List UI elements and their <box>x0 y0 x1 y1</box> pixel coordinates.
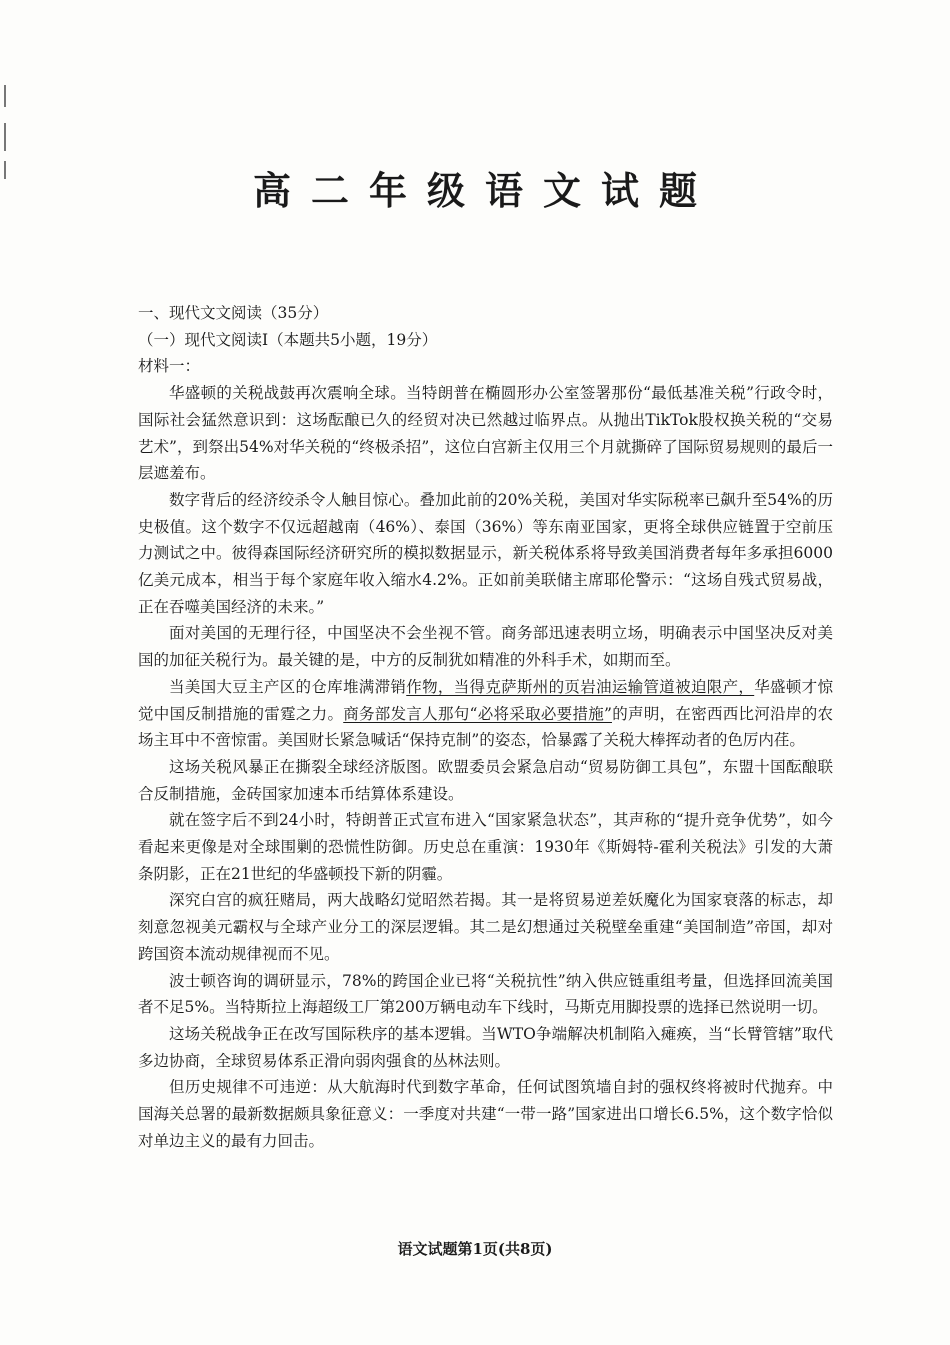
paragraph: 面对美国的无理行径，中国坚决不会坐视不管。商务部迅速表明立场，明确表示中国坚决反对美国的加征关税行为。最关键的是，中方的反制犹如精准的外科手术，如期而至。 <box>138 624 833 670</box>
underlined-text: 商务部发言人那句“必将采取必要措施” <box>343 704 612 723</box>
paragraph: 华盛顿的关税战鼓再次震响全球。当特朗普在椭圆形办公室签署那份“最低基准关税”行政令时，国际社会猛然意识到：这场酝酿已久的经贸对决已然越过临界点。从抛出TikTok股权换关税的“交易艺术”，到祭出54%对华关税的“终极杀招”，这位白宫新主仅用三个月就撕碎了国际贸易规则的最后一层遮羞布。 <box>138 384 833 483</box>
paragraph: 这场关税风暴正在撕裂全球经济版图。欧盟委员会紧急启动“贸易防御工具包”，东盟十国酝酿联合反制措施，金砖国家加速本币结算体系建设。 <box>138 757 833 803</box>
text-span: 华盛顿才惊觉中国反制措施的雷霆之力。 <box>138 677 833 723</box>
material-label: 材料一： <box>138 357 201 376</box>
paragraph-with-underlines <box>138 674 833 754</box>
page-title: 高二年级语文试题 <box>252 168 717 213</box>
paragraph: 但历史规律不可违逆：从大航海时代到数字革命，任何试图筑墙自封的强权终将被时代抛弃。中国海关总署的最新数据颇具象征意义：一季度对共建“一带一路”国家进出口增长6.5%，这个数字恰似对单边主义的最有力回击。 <box>138 1078 833 1150</box>
reading-content <box>138 300 833 1155</box>
paragraph: 深究白宫的疯狂赌局，两大战略幻觉昭然若揭。其一是将贸易逆差妖魔化为国家衰落的标志，却刻意忽视美元霸权与全球产业分工的深层逻辑。其二是幻想通过关税壁垒重建“美国制造”帝国，却对跨国资本流动规律视而不见。 <box>138 891 833 963</box>
subsection-heading: （一）现代文阅读Ⅰ（本题共5小题，19分） <box>138 330 438 349</box>
paragraph: 波士顿咨询的调研显示，78%的跨国企业已将“关税抗性”纳入供应链重组考量，但选择回流美国者不足5%。当特斯拉上海超级工厂第200万辆电动车下线时，马斯克用脚投票的选择已然说明一切。 <box>138 971 833 1017</box>
section-heading: 一、现代文文阅读（35分） <box>138 304 329 322</box>
paragraph: 这场关税战争正在改写国际秩序的基本逻辑。当WTO争端解决机制陷入瘫痪，当“长臂管辖”取代多边协商，全球贸易体系正滑向弱肉强食的丛林法则。 <box>138 1024 834 1070</box>
paragraph: 就在签字后不到24小时，特朗普正式宣布进入“国家紧急状态”，其声称的“提升竞争优势”，如今看起来更像是对全球围剿的恐慌性防御。历史总在重演：1930年《斯姆特-霍利关税法》引发的大萧条阴影，正在21世纪的华盛顿投下新的阴霾。 <box>138 811 833 883</box>
underlined-text: 作物，当得克萨斯州的页岩油运输管道被迫限产， <box>406 677 755 696</box>
paragraph: 数字背后的经济绞杀令人触目惊心。叠加此前的20%关税，美国对华实际税率已飙升至54%的历史极值。这个数字不仅远超越南（46%）、泰国（36%）等东南亚国家，更将全球供应链置于空前压力测试之中。彼得森国际经济研究所的模拟数据显示，新关税体系将导致美国消费者每年多承担6000亿美元成本，相当于每个家庭年收入缩水4.2%。正如前美联储主席耶伦警示：“这场自残式贸易战，正在吞噬美国经济的未来。” <box>138 490 833 616</box>
text-span: 当美国大豆主产区的仓库堆满滞销 <box>169 677 407 696</box>
text-span: 的声明，在密西西比河沿岸的农场主耳中不啻惊雷。美国财长紧急喊话“保持克制”的姿态，恰暴露了关税大棒挥动者的色厉内荏。 <box>138 704 833 750</box>
page-footer: 语文试题第1页(共8页) <box>397 1240 553 1258</box>
